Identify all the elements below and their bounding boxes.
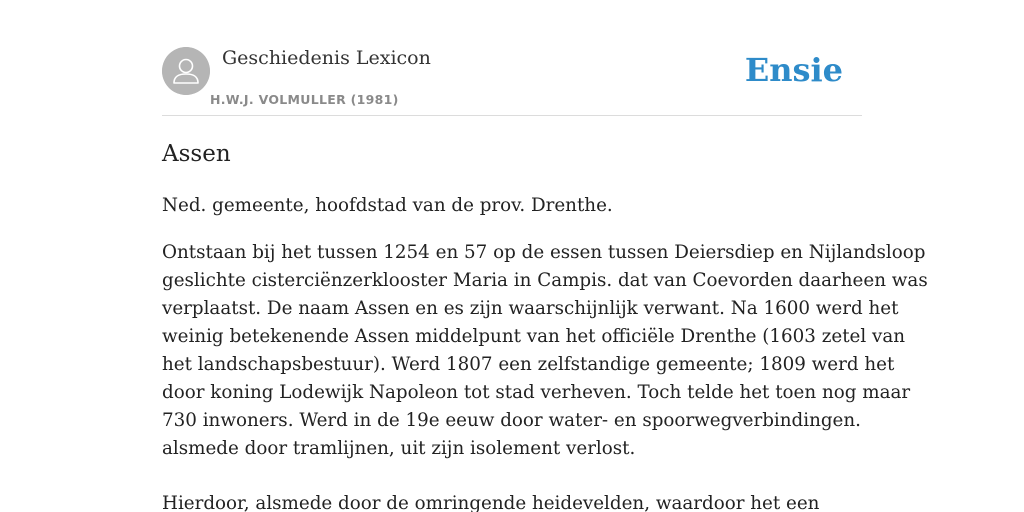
paragraph-line: alsmede door tramlijnen, uit zijn isolement verlost. bbox=[162, 438, 636, 459]
paragraph-line: 730 inwoners. Werd in de 19e eeuw door water- en spoorwegverbindingen. bbox=[162, 410, 861, 431]
paragraph-line: Hierdoor, alsmede door de omringende heidevelden, waardoor het een bbox=[162, 493, 820, 512]
avatar[interactable] bbox=[162, 47, 210, 95]
paragraph-line: verplaatst. De naam Assen en es zijn waarschijnlijk verwant. Na 1600 werd het bbox=[162, 298, 899, 319]
paragraph-line: weinig betekenende Assen middelpunt van het officiële Drenthe (1603 zetel van bbox=[162, 326, 906, 347]
user-icon bbox=[162, 47, 210, 95]
paragraph-line: door koning Lodewijk Napoleon tot stad verheven. Toch telde het toen nog maar bbox=[162, 382, 911, 403]
header bbox=[162, 46, 862, 116]
paragraph-line: Ontstaan bij het tussen 1254 en 57 op de essen tussen Deiersdiep en Nijlandsloop bbox=[162, 242, 926, 263]
paragraph-line: het landschapsbestuur). Werd 1807 een zelfstandige gemeente; 1809 werd het bbox=[162, 354, 895, 375]
paragraph-line: geslichte cisterciënzerklooster Maria in Campis. dat van Coevorden daarheen was bbox=[162, 270, 928, 291]
entry-content bbox=[162, 136, 928, 512]
entry-title: Assen bbox=[162, 141, 231, 167]
lexicon-title[interactable]: Geschiedenis Lexicon bbox=[222, 47, 431, 69]
author-label[interactable]: H.W.J. VOLMULLER (1981) bbox=[210, 92, 399, 107]
entry-paragraph bbox=[162, 490, 872, 512]
brand-logo[interactable]: Ensie bbox=[744, 51, 843, 89]
entry-paragraph bbox=[162, 239, 928, 463]
entry-paragraph: Ned. gemeente, hoofdstad van de prov. Drenthe. bbox=[162, 195, 613, 216]
